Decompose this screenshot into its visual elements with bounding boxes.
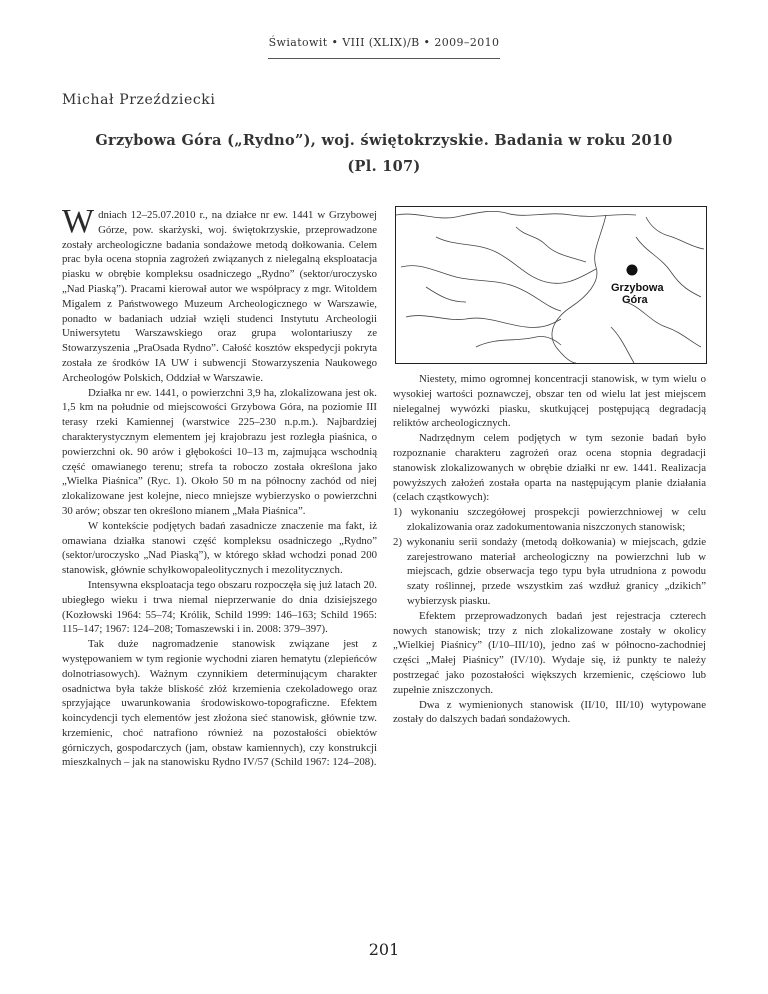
map-label-line-2: Góra bbox=[622, 294, 648, 306]
river bbox=[401, 266, 561, 311]
list-item: 2) wykonaniu serii sondaży (metodą dołkowania) w miejscach, gdzie zarejestrowano materiał archeologiczny na powierzchni lub w miejscach, gdzie obserwacja tego typu była utrudniona z powodu szaty roślinnej, przede wszystkim zaś wzdłuż granicy „dzikich” wybierzysk piasku. bbox=[393, 535, 706, 607]
left-column bbox=[62, 203, 377, 770]
header-rule bbox=[268, 58, 500, 59]
paragraph: Działka nr ew. 1441, o powierzchni 3,9 ha, zlokalizowana jest ok. 1,5 km na południe od miejscowości Grzybowa Góra, na poziomie III terasy rzeki Kamiennej (warstwice 225–230 n.p.m.). Najbardziej charakterystycznym elementem jej krajobrazu jest rozległa piaśnica, o powierzchni ok. 90 arów i głębokości 10–13 m, zajmująca wschodnią część omawianego terenu; strefa ta roboczo została określona jako „Wielka Piaśnica” (Ryc. 1). Około 50 m na północny zachód od niej zlokalizowane jest kolejne, nieco mniejsze wybierzysko o powierzchni 30 arów; obszar ten określono mianem „Mała Piaśnica”. bbox=[62, 386, 377, 517]
location-map bbox=[395, 206, 707, 364]
river bbox=[516, 227, 586, 262]
river bbox=[406, 316, 561, 328]
running-header: Światowit • VIII (XLIX)/B • 2009–2010 bbox=[268, 36, 500, 49]
river bbox=[426, 287, 466, 302]
page-number: 201 bbox=[368, 940, 400, 959]
goals-list bbox=[393, 505, 706, 609]
site-marker bbox=[627, 265, 638, 276]
list-item: 1) wykonaniu szczegółowej prospekcji powierzchniowej w celu zlokalizowania oraz zadokumentowania niszczonych stanowisk; bbox=[393, 506, 706, 533]
paragraph: Efektem przeprowadzonych badań jest rejestracja czterech nowych stanowisk; trzy z nich zlokalizowane zostały w okolicy „Wielkiej Piaśnicy” (I/10–III/10), jedno zaś w północno-zachodniej części „Małej Piaśnicy” (IV/10). Wydaje się, iż punkty te należy postrzegać jako pozostałości większych krzemienic, częściowo lub zupełnie zniszczonych. bbox=[393, 609, 706, 696]
paragraph: Intensywna eksploatacja tego obszaru rozpoczęła się już latach 20. ubiegłego wieku i trwa niemal nieprzerwanie do dnia dzisiejszego (Kozłowski 1964: 55–74; Królik, Schild 1999: 146–163; Schild 1965: 115–147; 1967: 124–208; Tomaszewski i in. 2008: 379–397). bbox=[62, 578, 377, 636]
right-column bbox=[393, 372, 706, 727]
coastline bbox=[396, 211, 636, 218]
river-main bbox=[552, 215, 606, 363]
map-svg bbox=[396, 207, 706, 363]
paragraph: W kontekście podjętych badań zasadnicze znaczenie ma fakt, iż omawiana działka stanowi część kompleksu osadniczego „Rydno” (sektor/uroczysko „Nad Piaską”), w którego skład wchodzi ponad 200 stanowisk, głównie schyłkowopaleolitycznych i mezolitycznych. bbox=[62, 519, 377, 577]
river bbox=[646, 217, 704, 249]
river bbox=[611, 327, 634, 363]
paragraph: Niestety, mimo ogromnej koncentracji stanowisk, w tym wielu o wysokiej wartości poznawczej, obszar ten od wielu lat jest miejscem nielegalnej wywózki piasku, skutkującej postępującą degradacją reliktów archeologicznych. bbox=[393, 373, 706, 430]
paragraph: Tak duże nagromadzenie stanowisk związane jest z występowaniem w tym regionie wychodni ziaren hematytu (zlepieńców dolnotriasowych). Ważnym czynnikiem determinującym charakter osadnictwa była także bliskość złóż krzemienia czekoladowego oraz sprzyjające uwarunkowania środowiskowo-topograficzne. Efektem koincydencji tych elementów jest złożona sieć stanowisk, głównie tzw. krzemienic, choć natrafiono również na pozostałości obiektów górniczych, gospodarczych (jam, obstaw kamiennych), czy konstrukcji mieszkalnych – jak na stanowisku Rydno IV/57 (Schild 1967: 124–208). bbox=[62, 638, 377, 769]
paragraph: Dwa z wymienionych stanowisk (II/10, III/10) wytypowane zostały do dalszych badań sondażowych. bbox=[393, 698, 706, 726]
title-line-2: (Pl. 107) bbox=[347, 158, 421, 175]
paragraph-intro-text: dniach 12–25.07.2010 r., na działce nr ew. 1441 w Grzybowej Górze, pow. skarżyski, woj. świętokrzyskie, przeprowadzone zostały archeologiczne badania sondażowe metodą dołkowania. Celem prac była ocena stopnia zagrożeń związanych z nielegalną eksploatacja piasku w obrębie kompleksu osadniczego „Rydno” (sektor/uroczysko „Nad Piaską”). Pracami kierował autor we współpracy z mgr. Witoldem Migalem z Państwowego Muzeum Archeologicznego w Warszawie, ponadto w badaniach udział wzięli studenci Instytutu Archeologii Uniwersytetu Warszawskiego oraz grupa wolontariuszy ze Stowarzyszenia „PraOsada Rydno”. Całość kosztów ekspedycji pokryta została ze środków IA UW i subwencji Stowarzyszenia Naukowego Archeologów Polskich, Oddział w Warszawie. bbox=[62, 209, 377, 384]
author-name: Michał Przeździecki bbox=[62, 92, 216, 108]
article-title bbox=[62, 128, 706, 180]
river bbox=[626, 302, 701, 347]
river bbox=[436, 237, 596, 283]
map-label-line-1: Grzybowa bbox=[611, 282, 664, 294]
title-line-1: Grzybowa Góra („Rydno”), woj. świętokrzyskie. Badania w roku 2010 bbox=[95, 132, 673, 149]
drop-cap: W bbox=[62, 203, 95, 240]
river bbox=[476, 336, 561, 347]
paragraph: Nadrzędnym celem podjętych w tym sezonie badań było rozpoznanie charakteru zagrożeń oraz ocena stopnia degradacji stanowisk zlokalizowanych w obrębie działki nr ew. 1441. Realizacja powyższych założeń została oparta na następującym planie działania (celach cząstkowych): bbox=[393, 432, 706, 504]
paragraph-intro bbox=[62, 203, 377, 386]
